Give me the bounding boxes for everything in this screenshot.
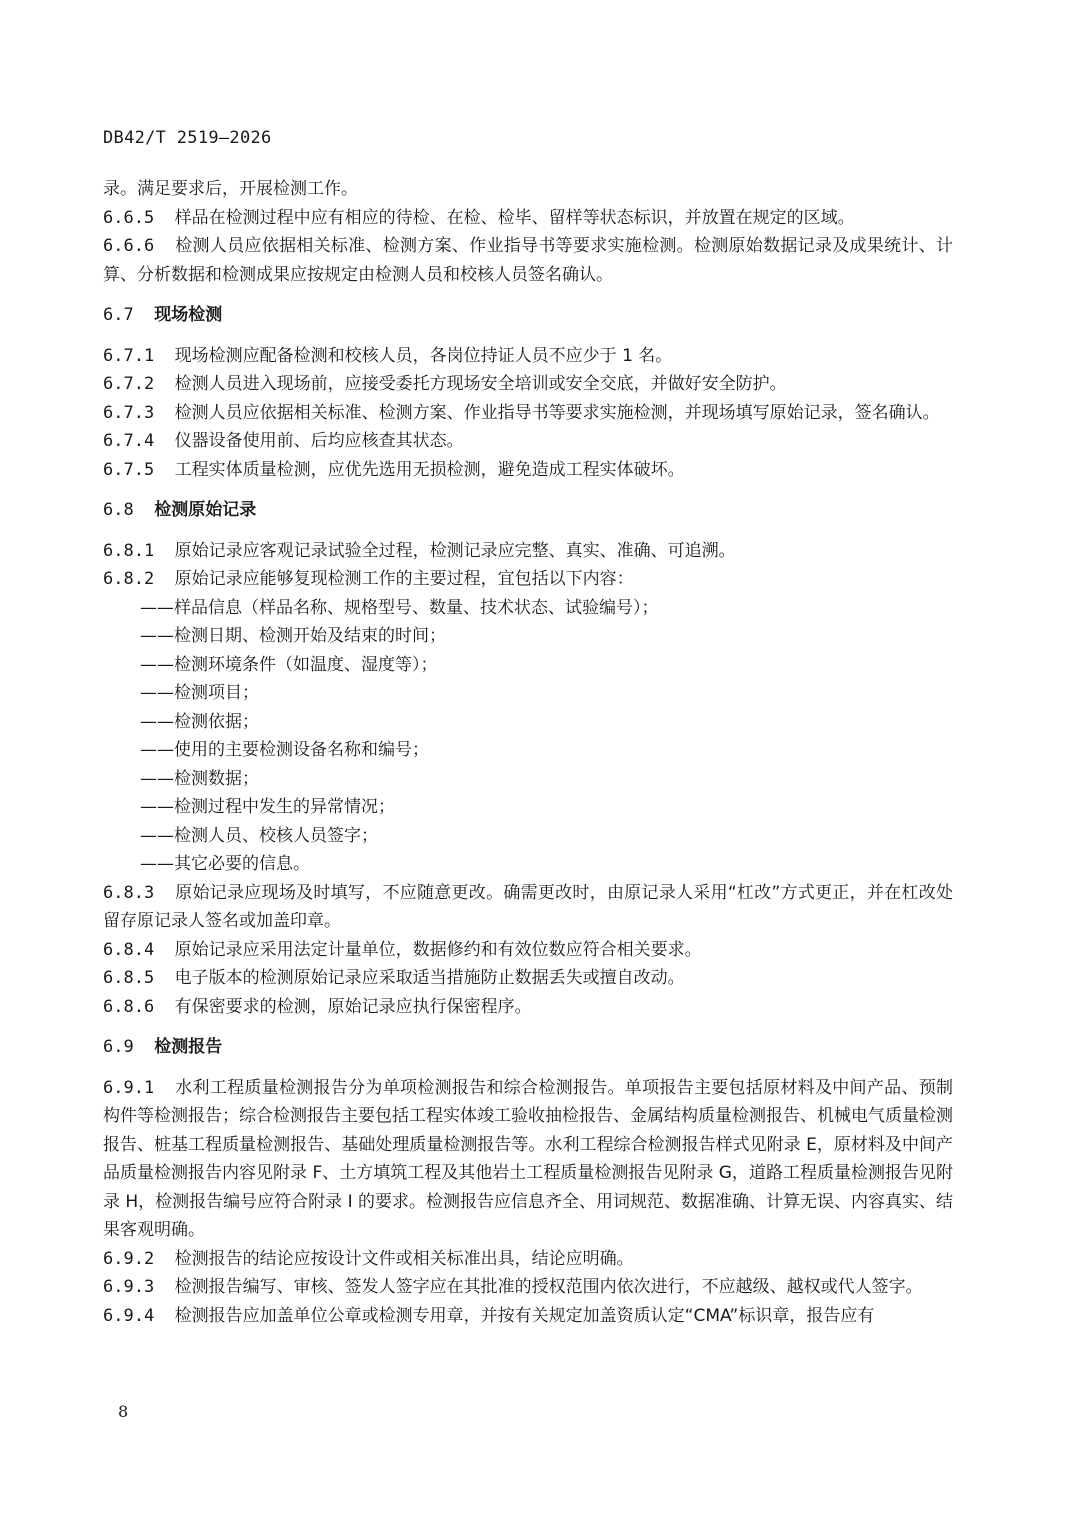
clause-6-7-1 — [103, 342, 953, 371]
list-item: ——使用的主要检测设备名称和编号； — [140, 740, 429, 760]
document-code: DB42/T 2519—2026 — [103, 128, 272, 148]
clause-number: 6.8.2 — [103, 569, 155, 589]
clause-6-7-3 — [103, 399, 953, 428]
clause-number: 6.8.1 — [103, 540, 155, 561]
section-number: 6.9 — [103, 1037, 134, 1057]
clause-6-9-2 — [103, 1245, 953, 1274]
clause-6-8-5 — [103, 964, 953, 993]
clause-number: 6.7.2 — [103, 374, 155, 394]
clause-text: 有保密要求的检测，原始记录应执行保密程序。 — [174, 996, 532, 1017]
clause-text: 原始记录应采用法定计量单位，数据修约和有效位数应符合相关要求。 — [174, 939, 702, 960]
clause-number: 6.7.4 — [103, 431, 155, 451]
clause-text: 检测人员应依据相关标准、检测方案、作业指导书等要求实施检测。检测原始数据记录及成果统计、计算、分析数据和检测成果应按规定由检测人员和校核人员签名确认。 — [103, 236, 953, 285]
clause-number: 6.8.6 — [103, 996, 155, 1017]
clause-text: 检测人员应依据相关标准、检测方案、作业指导书等要求实施检测，并现场填写原始记录，签名确认。 — [174, 402, 940, 423]
clause-number: 6.6.6 — [103, 236, 155, 256]
list-item: ——检测环境条件（如温度、湿度等）； — [140, 654, 438, 675]
list-item: ——检测项目； — [140, 683, 259, 703]
clause-text: 现场检测应配备检测和校核人员，各岗位持证人员不应少于 1 名。 — [174, 345, 673, 366]
list-item: ——样品信息（样品名称、规格型号、数量、技术状态、试验编号）； — [140, 597, 659, 618]
list-item: ——检测日期、检测开始及结束的时间； — [140, 626, 446, 646]
clause-number: 6.9.3 — [103, 1277, 155, 1297]
clause-text: 原始记录应客观记录试验全过程，检测记录应完整、真实、准确、可追溯。 — [174, 540, 736, 561]
list-item: ——检测人员、校核人员签字； — [140, 825, 378, 846]
clause-number: 6.9.4 — [103, 1305, 155, 1326]
section-title: 检测报告 — [154, 1037, 223, 1057]
clause-text: 仪器设备使用前、后均应核查其状态。 — [174, 431, 464, 451]
section-heading-6-7 — [103, 301, 953, 330]
clause-6-9-4 — [103, 1302, 953, 1331]
clause-6-6-5 — [103, 204, 953, 233]
list-item: ——检测过程中发生的异常情况； — [140, 797, 395, 817]
list-item: ——检测数据； — [140, 768, 259, 789]
clause-number: 6.8.4 — [103, 939, 155, 960]
clause-text: 样品在检测过程中应有相应的待检、在检、检毕、留样等状态标识，并放置在规定的区域。 — [174, 207, 855, 228]
section-heading-6-9 — [103, 1033, 953, 1062]
clause-text: 检测人员进入现场前，应接受委托方现场安全培训或安全交底，并做好安全防护。 — [174, 374, 787, 394]
continued-line: 录。满足要求后，开展检测工作。 — [103, 179, 358, 199]
list-item: ——其它必要的信息。 — [140, 854, 310, 874]
clause-6-8-4 — [103, 936, 953, 965]
clause-number: 6.8.3 — [103, 882, 155, 903]
clause-text: 原始记录应现场及时填写，不应随意更改。确需更改时，由原记录人采用“杠改”方式更正，并在杠改处留存原记录人签名或加盖印章。 — [103, 882, 953, 931]
section-number: 6.8 — [103, 500, 134, 520]
clause-6-7-2 — [103, 370, 953, 399]
clause-number: 6.8.5 — [103, 968, 155, 988]
clause-6-8-1 — [103, 537, 953, 566]
clause-text: 检测报告应加盖单位公章或检测专用章，并按有关规定加盖资质认定“CMA”标识章，报告应有 — [174, 1305, 875, 1326]
clause-text: 工程实体质量检测，应优先选用无损检测，避免造成工程实体破坏。 — [174, 459, 685, 480]
clause-6-8-2 — [103, 565, 953, 594]
page-number: 8 — [118, 1402, 129, 1421]
clause-text: 检测报告的结论应按设计文件或相关标准出具，结论应明确。 — [174, 1248, 634, 1269]
clause-text: 检测报告编写、审核、签发人签字应在其批准的授权范围内依次进行，不应越级、越权或代人签字。 — [174, 1277, 923, 1297]
clause-6-8-6 — [103, 993, 953, 1022]
clause-6-6-6 — [103, 232, 953, 289]
list-item: ——检测依据； — [140, 711, 259, 732]
clause-6-7-4 — [103, 427, 953, 456]
clause-number: 6.9.1 — [103, 1077, 155, 1098]
clause-number: 6.6.5 — [103, 207, 155, 228]
clause-text: 电子版本的检测原始记录应采取适当措施防止数据丢失或擅自改动。 — [174, 968, 685, 988]
section-title: 现场检测 — [154, 305, 223, 325]
clause-number: 6.9.2 — [103, 1248, 155, 1269]
clause-6-7-5 — [103, 456, 953, 485]
clause-number: 6.7.3 — [103, 402, 155, 423]
clause-text: 原始记录应能够复现检测工作的主要过程，宜包括以下内容： — [174, 569, 634, 589]
section-title: 检测原始记录 — [154, 500, 257, 520]
clause-number: 6.7.5 — [103, 459, 155, 480]
document-body — [103, 175, 953, 1330]
section-number: 6.7 — [103, 305, 134, 325]
clause-text: 水利工程质量检测报告分为单项检测报告和综合检测报告。单项报告主要包括原材料及中间产品、预制构件等检测报告；综合检测报告主要包括工程实体竣工验收抽检报告、金属结构质量检测报告、机械电气质量检测报告、桩基工程质量检测报告、基础处理质量检测报告等。水利工程综合检测报告样式见附录 E，原材料及中间产品质量检测报告内容见附录 F、土方填筑工程及其他岩土工程质量检测报告见附录 G，道路工程质量检测报告见附录 H，检测报告编号应符合附录 I 的要求。检测报告应信息齐全、用词规范、数据准确、计算无误、内容真实、结果客观明确。 — [103, 1077, 954, 1240]
clause-number: 6.7.1 — [103, 345, 155, 366]
clause-6-8-3 — [103, 879, 953, 936]
section-heading-6-8 — [103, 496, 953, 525]
clause-6-9-3 — [103, 1273, 953, 1302]
clause-6-9-1 — [103, 1074, 953, 1245]
